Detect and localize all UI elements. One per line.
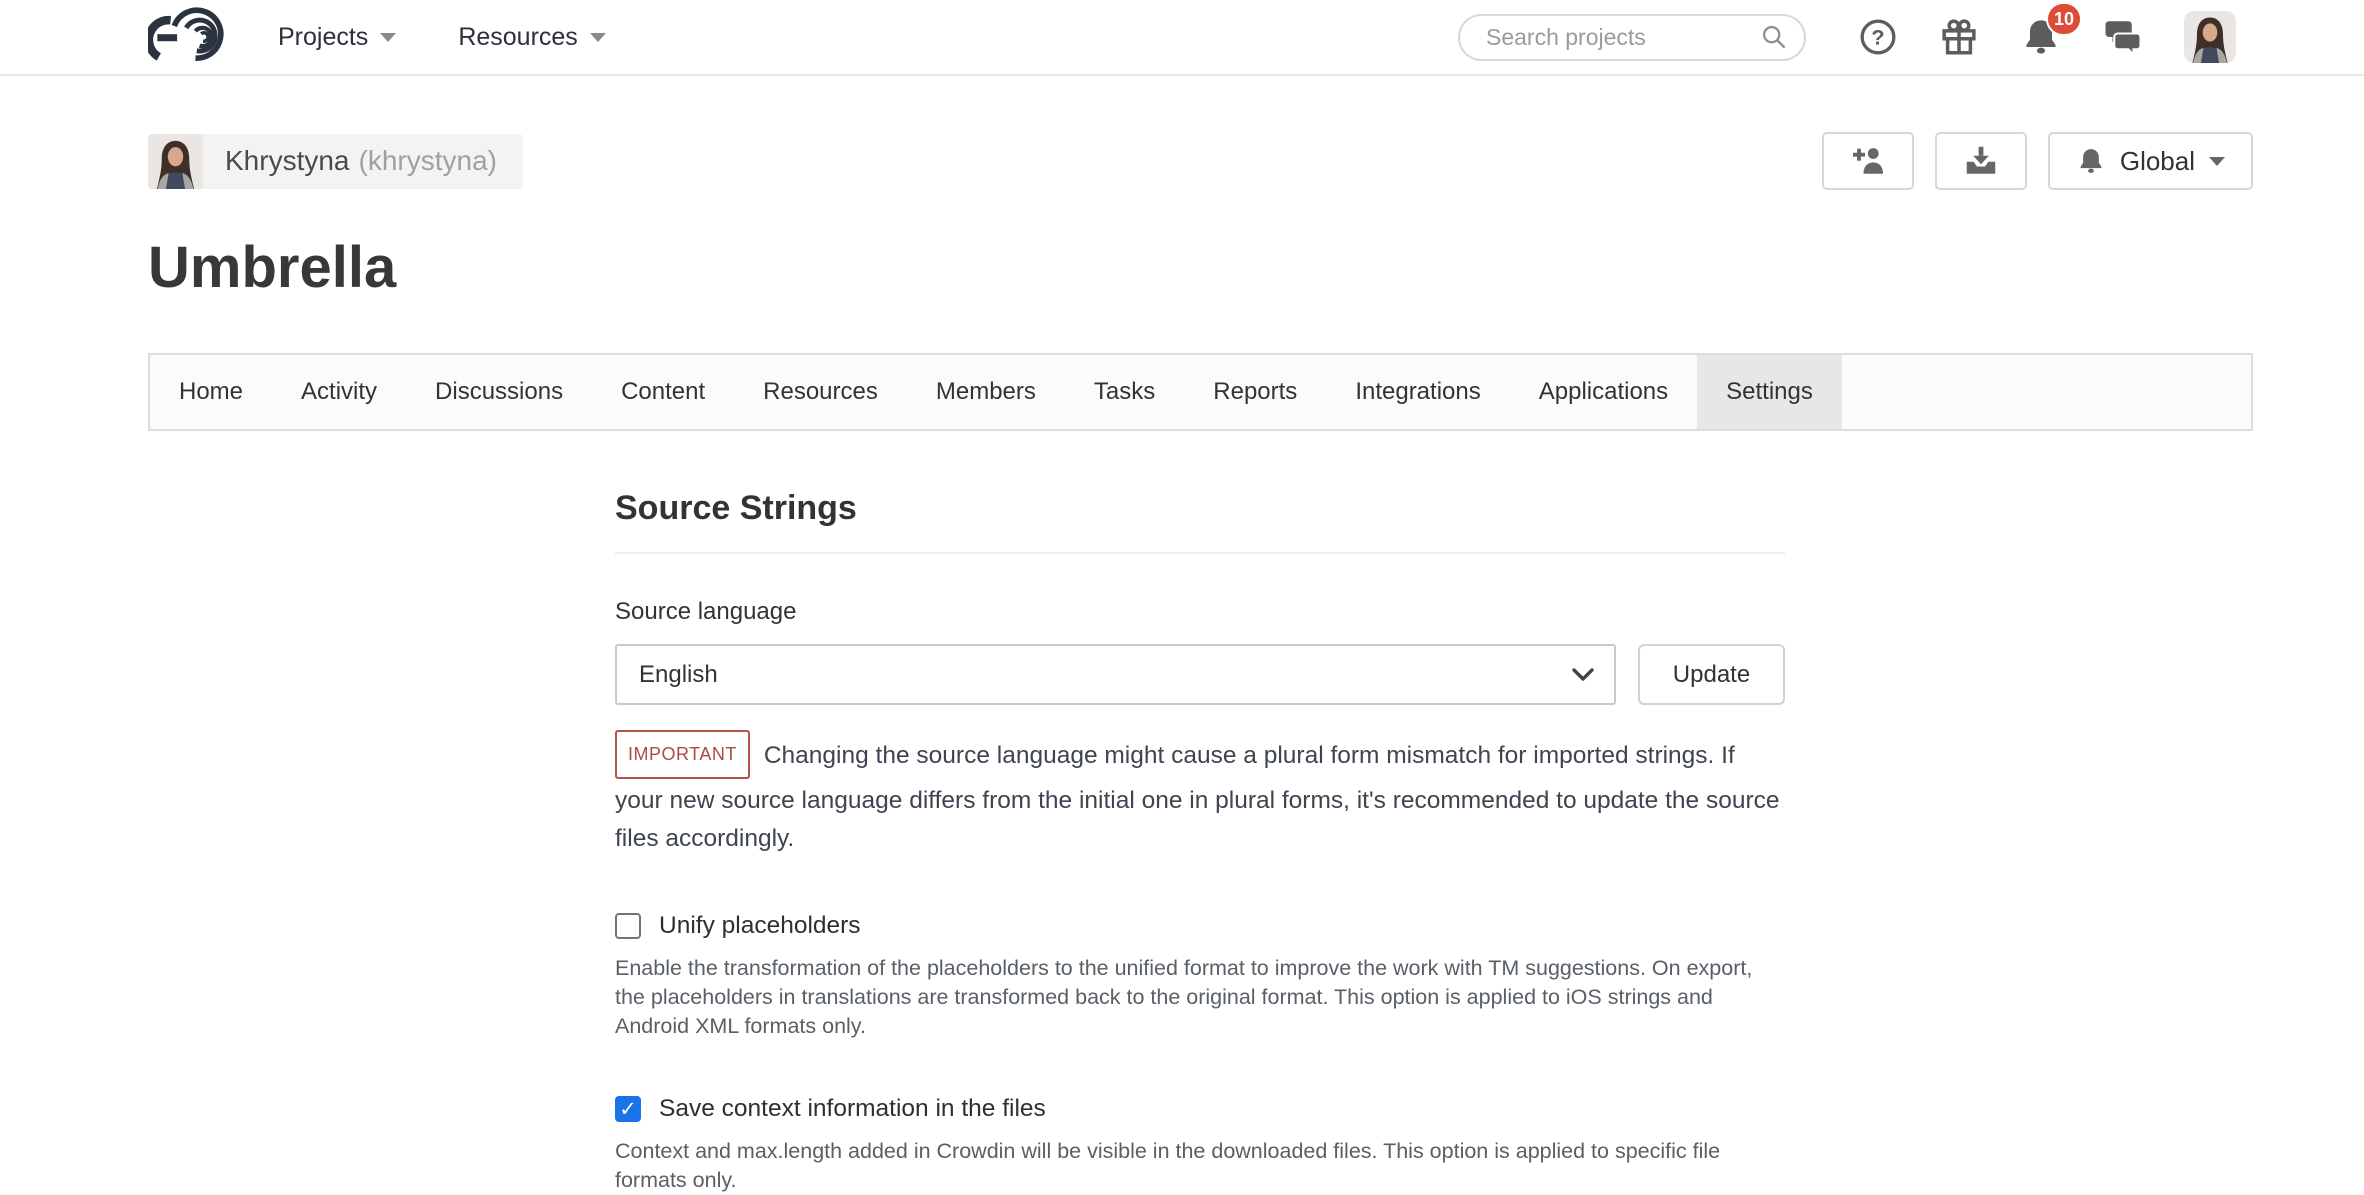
navbar-icons	[1858, 8, 2236, 63]
save-context-label: Save context information in the files	[659, 1095, 1046, 1122]
important-note	[615, 733, 1785, 858]
unify-placeholders-checkbox[interactable]	[615, 913, 641, 939]
tab-activity[interactable]: Activity	[301, 378, 378, 405]
help-icon	[1858, 17, 1898, 57]
unify-placeholders-option	[615, 912, 1785, 1041]
bell-icon	[2076, 146, 2106, 176]
invite-user-button[interactable]	[1822, 132, 1914, 190]
source-language-select[interactable]	[615, 644, 1616, 705]
page-title: Umbrella	[148, 235, 397, 300]
tab-integrations[interactable]: Integrations	[1355, 378, 1481, 405]
section-title: Source Strings	[615, 489, 857, 527]
search-input[interactable]	[1458, 14, 1806, 61]
svg-text:?: ?	[1871, 24, 1885, 50]
tab-home[interactable]: Home	[179, 378, 244, 405]
tab-content[interactable]: Content	[621, 378, 706, 405]
crowdin-logo[interactable]	[148, 6, 240, 68]
tab-members[interactable]: Members	[935, 378, 1036, 405]
divider	[615, 552, 1785, 554]
messages-button[interactable]	[2102, 16, 2144, 58]
gift-button[interactable]	[1938, 16, 1980, 58]
project-page	[0, 132, 2364, 1195]
global-notifications-dropdown[interactable]	[2048, 132, 2253, 190]
search-icon	[1760, 23, 1788, 51]
gift-icon	[1938, 16, 1980, 58]
save-context-row[interactable]	[615, 1095, 1785, 1123]
notifications-button[interactable]	[2020, 8, 2074, 58]
tab-reports[interactable]: Reports	[1213, 378, 1298, 405]
header-actions	[1822, 132, 2253, 190]
caret-down-icon	[590, 33, 606, 42]
tab-applications[interactable]: Applications	[1538, 378, 1669, 405]
top-navbar	[0, 0, 2364, 76]
tab-settings[interactable]: Settings	[1697, 355, 1842, 429]
nav-item-resources-label: Resources	[458, 22, 578, 51]
notification-count-badge: 10	[2046, 2, 2082, 36]
nav-item-projects[interactable]	[278, 23, 396, 52]
owner-name: Khrystyna	[225, 145, 350, 176]
important-text: Changing the source language might cause a plural form mismatch for imported strings. If your new source language differs from the initial one in plural forms, it's recommended to update the source files accordingly.	[615, 742, 1780, 852]
messages-icon	[2102, 16, 2144, 58]
download-button[interactable]	[1935, 132, 2027, 190]
tab-resources[interactable]: Resources	[763, 378, 878, 405]
global-label: Global	[2119, 145, 2195, 176]
unify-placeholders-label: Unify placeholders	[659, 912, 861, 939]
project-owner-chip[interactable]	[148, 134, 523, 189]
unify-placeholders-row[interactable]	[615, 912, 1785, 940]
save-context-description: Context and max.length added in Crowdin will be visible in the downloaded files. This option is applied to specific file formats only.	[615, 1139, 1721, 1192]
caret-down-icon	[380, 33, 396, 42]
save-context-checkbox[interactable]	[615, 1096, 641, 1122]
user-avatar[interactable]	[2184, 11, 2236, 63]
caret-down-icon	[2209, 157, 2225, 166]
add-user-icon	[1850, 143, 1886, 179]
source-language-label: Source language	[615, 598, 797, 625]
update-button[interactable]: Update	[1638, 644, 1785, 705]
unify-placeholders-description: Enable the transformation of the placeholders to the unified format to improve the work with TM suggestions. On export, the placeholders in translations are transformed back to the original format. This option is applied to iOS strings and Android XML formats only.	[615, 956, 1753, 1038]
project-search	[1458, 14, 1806, 61]
owner-username: (khrystyna)	[358, 145, 497, 176]
tab-tasks[interactable]: Tasks	[1093, 378, 1156, 405]
nav-item-resources[interactable]	[458, 23, 606, 52]
save-context-option	[615, 1095, 1785, 1195]
settings-content	[615, 489, 1785, 1195]
download-icon	[1963, 143, 1999, 179]
project-tabs	[148, 353, 2253, 431]
tab-discussions[interactable]: Discussions	[435, 378, 564, 405]
owner-avatar	[148, 134, 203, 189]
important-badge: IMPORTANT	[615, 730, 750, 779]
help-button[interactable]	[1858, 17, 1898, 57]
nav-item-projects-label: Projects	[278, 22, 369, 51]
